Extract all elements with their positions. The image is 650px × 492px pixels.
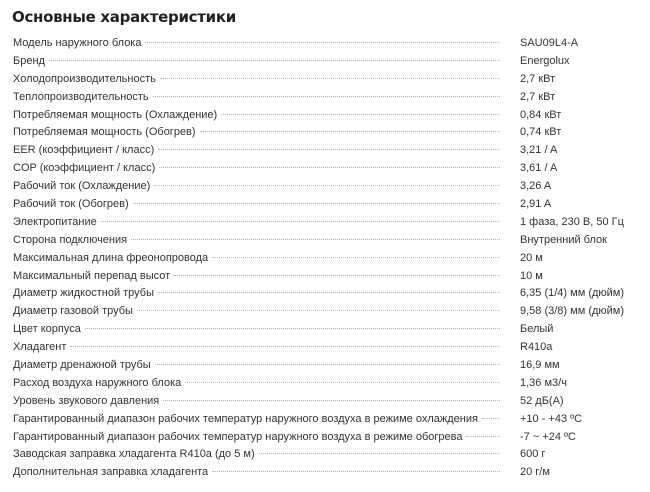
spec-value: SAU09L4-A [520, 37, 579, 49]
spec-label: Потребляемая мощность (Охлаждение) [13, 108, 218, 121]
spec-row [13, 411, 650, 429]
spec-row [13, 303, 650, 321]
spec-label-cell [13, 124, 508, 142]
spec-label: Заводская заправка хладагента R410a (до 5 м) [13, 448, 255, 461]
dotted-leader [158, 292, 500, 293]
spec-label-cell [13, 357, 508, 375]
spec-label: Диаметр дренажной трубы [13, 359, 151, 372]
spec-value: 20 г/м [520, 466, 550, 479]
spec-row [13, 107, 650, 125]
spec-row [13, 53, 650, 71]
spec-value: R410a [520, 341, 553, 354]
spec-label-cell [13, 89, 508, 107]
spec-label-cell [13, 464, 508, 482]
spec-label-cell [13, 303, 508, 321]
dotted-leader [160, 78, 500, 79]
spec-label: Диаметр жидкостной трубы [13, 287, 155, 300]
spec-row [13, 124, 650, 142]
spec-row [13, 446, 650, 464]
dotted-leader [158, 149, 500, 150]
spec-value: 1,36 м3/ч [520, 376, 567, 389]
spec-value: 3,21 / A [520, 144, 558, 157]
spec-value: 52 дБ(А) [520, 394, 564, 407]
spec-value: 3,61 / A [520, 162, 558, 175]
spec-row [13, 35, 650, 53]
spec-label-cell [13, 268, 508, 286]
spec-label: Потребляемая мощность (Обогрев) [13, 126, 196, 139]
spec-label-cell [13, 339, 508, 357]
spec-value: 600 г [520, 448, 546, 461]
spec-value: Energolux [520, 54, 570, 67]
spec-label: Рабочий ток (Обогрев) [13, 198, 129, 211]
dotted-leader [212, 471, 500, 472]
spec-label: Рабочий ток (Охлаждение) [13, 180, 151, 193]
spec-row [13, 142, 650, 160]
spec-label: COP (коэффициент / класс) [13, 162, 156, 175]
dotted-leader [221, 114, 500, 115]
section-title: Основные характеристики [12, 8, 236, 26]
spec-value: 16,9 мм [520, 359, 560, 372]
spec-row [13, 196, 650, 214]
dotted-leader [482, 418, 500, 419]
spec-value: -7 ~ +24 ºС [520, 430, 576, 443]
spec-row [13, 357, 650, 375]
spec-row [13, 232, 650, 250]
dotted-leader [101, 221, 500, 222]
spec-label: Холодопроизводительность [13, 72, 156, 85]
spec-label: Электропитание [13, 215, 97, 228]
spec-row [13, 160, 650, 178]
spec-row [13, 89, 650, 107]
spec-label: Максимальная длина фреонопровода [13, 251, 209, 264]
spec-value: 0,74 кВт [520, 126, 562, 139]
spec-value: 10 м [520, 269, 543, 282]
spec-label-cell [13, 178, 508, 196]
spec-label: Расход воздуха наружного блока [13, 376, 182, 389]
dotted-leader [49, 60, 500, 61]
spec-label-cell [13, 375, 508, 393]
dotted-leader [153, 96, 500, 97]
spec-label-cell [13, 285, 508, 303]
dotted-leader [466, 436, 500, 437]
spec-value: Внутренний блок [520, 233, 607, 246]
spec-row [13, 285, 650, 303]
dotted-leader [145, 42, 500, 43]
spec-value: +10 - +43 ºС [520, 412, 583, 425]
dotted-leader [159, 167, 500, 168]
spec-label-cell [13, 321, 508, 339]
spec-label: Дополнительная заправка хладагента [13, 466, 209, 479]
spec-label-cell [13, 196, 508, 214]
spec-label: Уровень звукового давления [13, 394, 160, 407]
spec-label: Сторона подключения [13, 233, 128, 246]
spec-row [13, 464, 650, 482]
spec-label-cell [13, 35, 508, 53]
spec-row [13, 393, 650, 411]
spec-value: 3,26 A [520, 180, 552, 193]
spec-label: Хладагент [13, 341, 67, 354]
spec-row [13, 71, 650, 89]
spec-value: 6,35 (1/4) мм (дюйм) [520, 287, 625, 300]
dotted-leader [185, 382, 500, 383]
spec-label-cell [13, 71, 508, 89]
spec-label: Теплопроизводительность [13, 90, 149, 103]
dotted-leader [163, 400, 500, 401]
spec-value: 1 фаза, 230 В, 50 Гц [520, 215, 624, 228]
spec-label-cell [13, 107, 508, 125]
spec-row [13, 429, 650, 447]
dotted-leader [259, 453, 500, 454]
spec-value: 0,84 кВт [520, 108, 562, 121]
dotted-leader [212, 257, 500, 258]
spec-row [13, 339, 650, 357]
spec-label-cell [13, 214, 508, 232]
spec-label: EER (коэффициент / класс) [13, 144, 155, 157]
spec-label: Максимальный перепад высот [13, 269, 171, 282]
spec-row [13, 321, 650, 339]
spec-label-cell [13, 232, 508, 250]
spec-label: Модель наружного блока [13, 37, 142, 49]
spec-row [13, 375, 650, 393]
spec-label: Диаметр газовой трубы [13, 305, 133, 318]
spec-label-cell [13, 53, 508, 71]
spec-label-cell [13, 142, 508, 160]
spec-label: Гарантированный диапазон рабочих температур наружного воздуха в режиме охлаждения [13, 412, 478, 425]
spec-label-cell [13, 250, 508, 268]
spec-row [13, 178, 650, 196]
dotted-leader [137, 310, 500, 311]
spec-row [13, 250, 650, 268]
spec-label: Бренд [13, 54, 45, 67]
spec-label-cell [13, 160, 508, 178]
dotted-leader [131, 239, 500, 240]
spec-value: 2,91 A [520, 198, 552, 211]
dotted-leader [85, 328, 500, 329]
spec-label-cell [13, 393, 508, 411]
dotted-leader [70, 346, 500, 347]
dotted-leader [174, 275, 500, 276]
spec-value: 9,58 (3/8) мм (дюйм) [520, 305, 625, 318]
spec-label-cell [13, 411, 508, 429]
spec-label-cell [13, 429, 508, 447]
spec-label-cell [13, 446, 508, 464]
dotted-leader [133, 203, 500, 204]
spec-row [13, 214, 650, 232]
spec-label: Цвет корпуса [13, 323, 81, 336]
spec-row [13, 268, 650, 286]
spec-value: 2,7 кВт [520, 90, 556, 103]
spec-value: Белый [520, 323, 554, 336]
spec-value: 2,7 кВт [520, 72, 556, 85]
dotted-leader [200, 131, 500, 132]
dotted-leader [154, 185, 500, 186]
dotted-leader [155, 364, 500, 365]
spec-value: 20 м [520, 251, 543, 264]
spec-label: Гарантированный диапазон рабочих температур наружного воздуха в режиме обогрева [13, 430, 463, 443]
specs-list [13, 35, 650, 482]
